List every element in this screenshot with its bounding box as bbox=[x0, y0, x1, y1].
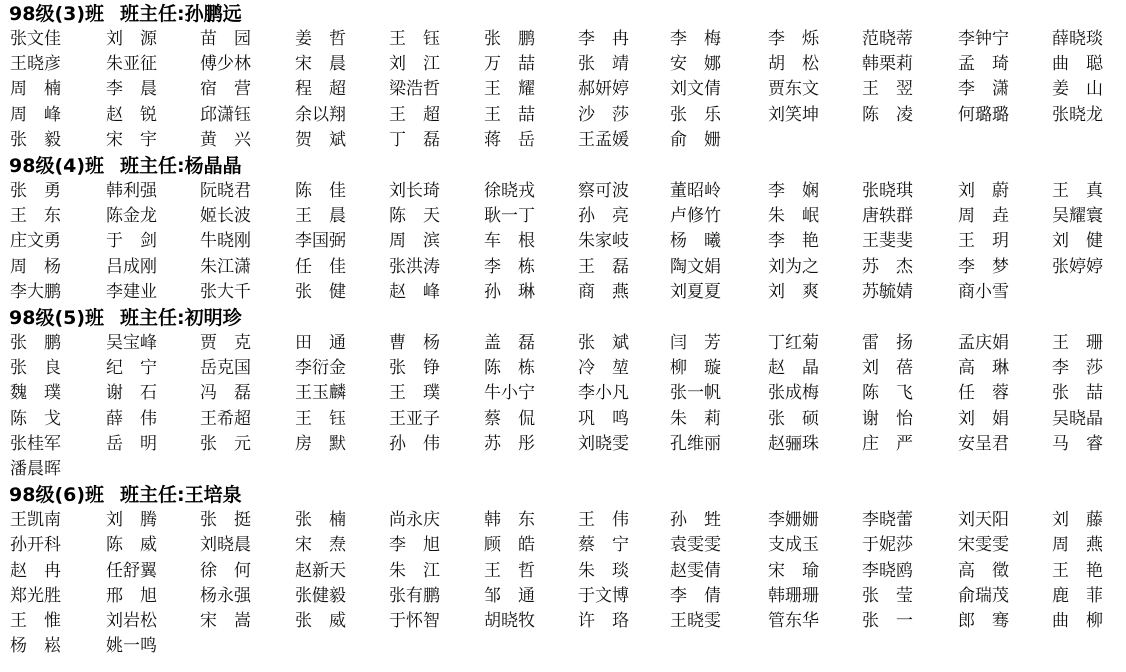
student-name: 邹 通 bbox=[484, 585, 535, 606]
student-name: 王斐斐 bbox=[862, 231, 913, 252]
student-name: 李国弼 bbox=[295, 231, 346, 252]
student-name: 张晓龙 bbox=[1052, 104, 1103, 125]
student-name: 杨永强 bbox=[200, 585, 251, 606]
student-row bbox=[0, 559, 1126, 584]
class-label: 98级(5)班 bbox=[9, 307, 105, 329]
student-name: 王 东 bbox=[10, 206, 61, 227]
student-name: 李晓蕾 bbox=[862, 510, 913, 531]
student-row bbox=[0, 52, 1126, 77]
student-name: 苏毓婧 bbox=[862, 281, 913, 302]
student-name: 李晓鸥 bbox=[862, 560, 913, 581]
student-name: 柳 璇 bbox=[670, 358, 721, 379]
student-name: 车 根 bbox=[484, 231, 535, 252]
student-name: 张 鹏 bbox=[484, 29, 535, 49]
student-name: 刘岩松 bbox=[106, 611, 157, 631]
student-row bbox=[0, 229, 1126, 254]
student-name: 冷 堃 bbox=[578, 358, 629, 379]
student-name: 刘 藤 bbox=[1052, 510, 1103, 531]
student-name: 张晓琪 bbox=[862, 181, 913, 201]
student-name: 潘晨晖 bbox=[10, 459, 61, 479]
student-name: 周 楠 bbox=[10, 79, 61, 100]
student-name: 郑光胜 bbox=[10, 585, 61, 606]
student-name: 刘 腾 bbox=[106, 510, 157, 531]
student-name: 李 晨 bbox=[106, 79, 157, 100]
student-name: 刘长琦 bbox=[389, 181, 440, 201]
student-name: 刘 爽 bbox=[768, 281, 819, 302]
student-name: 宋雯雯 bbox=[958, 535, 1009, 556]
student-name: 王 伟 bbox=[578, 510, 629, 531]
student-name: 谢 石 bbox=[106, 383, 157, 404]
student-name: 王玉麟 bbox=[295, 383, 346, 404]
student-name: 张 健 bbox=[295, 281, 346, 302]
student-name: 贺 斌 bbox=[295, 129, 346, 150]
student-name: 孟 琦 bbox=[958, 54, 1009, 75]
student-name: 陈 飞 bbox=[862, 383, 913, 404]
student-name: 庄 严 bbox=[862, 433, 913, 454]
student-row bbox=[0, 457, 1126, 482]
student-name: 陈 凌 bbox=[862, 104, 913, 125]
student-name: 张一帆 bbox=[670, 383, 721, 404]
student-name: 孟庆娟 bbox=[958, 333, 1009, 353]
student-name: 蒋 岳 bbox=[484, 129, 535, 150]
student-name: 李 艳 bbox=[768, 231, 819, 252]
student-name: 于妮莎 bbox=[862, 535, 913, 556]
student-name: 高 琳 bbox=[958, 358, 1009, 379]
student-name: 蔡 宁 bbox=[578, 535, 629, 556]
student-name: 邢 旭 bbox=[106, 585, 157, 606]
student-name: 姬长波 bbox=[200, 206, 251, 227]
student-name: 耿一丁 bbox=[484, 206, 535, 227]
student-name: 王 磊 bbox=[578, 256, 629, 277]
student-name: 陈 佳 bbox=[295, 181, 346, 201]
student-row bbox=[0, 432, 1126, 457]
student-name: 王孟媛 bbox=[578, 129, 629, 150]
student-name: 曹 杨 bbox=[389, 333, 440, 353]
student-name: 察可波 bbox=[578, 181, 629, 201]
student-name: 贾 克 bbox=[200, 333, 251, 353]
student-name: 高 徵 bbox=[958, 560, 1009, 581]
class-heading bbox=[9, 482, 242, 508]
class-heading bbox=[9, 1, 242, 27]
student-name: 王 翌 bbox=[862, 79, 913, 100]
student-name: 王 艳 bbox=[1052, 560, 1103, 581]
student-name: 余以翔 bbox=[295, 104, 346, 125]
student-name: 徐晓戎 bbox=[484, 181, 535, 201]
student-name: 曲 柳 bbox=[1052, 611, 1103, 631]
student-name: 张有鹏 bbox=[389, 585, 440, 606]
student-name: 周 杨 bbox=[10, 256, 61, 277]
head-teacher-label: 班主任:初明珍 bbox=[120, 307, 242, 329]
student-row bbox=[0, 609, 1126, 634]
student-name: 李 旭 bbox=[389, 535, 440, 556]
student-name: 吕成刚 bbox=[106, 256, 157, 277]
class-heading bbox=[9, 305, 242, 331]
student-name: 孙 琳 bbox=[484, 281, 535, 302]
student-name: 刘夏夏 bbox=[670, 281, 721, 302]
student-name: 李小凡 bbox=[578, 383, 629, 404]
student-row bbox=[0, 27, 1126, 52]
student-name: 盖 磊 bbox=[484, 333, 535, 353]
student-row bbox=[0, 77, 1126, 102]
student-name: 郎 骞 bbox=[958, 611, 1009, 631]
student-name: 刘笑坤 bbox=[768, 104, 819, 125]
student-name: 韩利强 bbox=[106, 181, 157, 201]
head-teacher-label: 班主任:王培泉 bbox=[120, 484, 242, 507]
student-name: 胡晓牧 bbox=[484, 611, 535, 631]
student-name: 董昭岭 bbox=[670, 181, 721, 201]
student-name: 岳克国 bbox=[200, 358, 251, 379]
student-name: 孙 伟 bbox=[389, 433, 440, 454]
student-name: 张文佳 bbox=[10, 29, 61, 49]
student-name: 邱潇钰 bbox=[200, 104, 251, 125]
student-name: 胡 松 bbox=[768, 54, 819, 75]
student-name: 阮晓君 bbox=[200, 181, 251, 201]
student-name: 李 烁 bbox=[768, 29, 819, 49]
student-name: 赵 冉 bbox=[10, 560, 61, 581]
student-name: 宋 晨 bbox=[295, 54, 346, 75]
student-name: 傅少林 bbox=[200, 54, 251, 75]
student-name: 朱江潇 bbox=[200, 256, 251, 277]
student-name: 周 垚 bbox=[958, 206, 1009, 227]
student-name: 姚一鸣 bbox=[106, 636, 157, 657]
student-name: 韩珊珊 bbox=[768, 585, 819, 606]
student-name: 韩 东 bbox=[484, 510, 535, 531]
student-name: 刘 娟 bbox=[958, 408, 1009, 429]
student-name: 陶文娟 bbox=[670, 256, 721, 277]
student-name: 闫 芳 bbox=[670, 333, 721, 353]
student-name: 马 睿 bbox=[1052, 433, 1103, 454]
student-name: 吴耀寰 bbox=[1052, 206, 1103, 227]
student-name: 王晓彦 bbox=[10, 54, 61, 75]
student-name: 张 铮 bbox=[389, 358, 440, 379]
student-name: 张 楠 bbox=[295, 510, 346, 531]
student-name: 郝妍婷 bbox=[578, 79, 629, 100]
student-name: 张婷婷 bbox=[1052, 256, 1103, 277]
student-name: 何璐璐 bbox=[958, 104, 1009, 125]
student-name: 宋 宇 bbox=[106, 129, 157, 150]
student-name: 张 良 bbox=[10, 358, 61, 379]
student-name: 张 挺 bbox=[200, 510, 251, 531]
student-name: 王 哲 bbox=[484, 560, 535, 581]
student-name: 牛晓刚 bbox=[200, 231, 251, 252]
student-name: 周 燕 bbox=[1052, 535, 1103, 556]
student-row bbox=[0, 204, 1126, 229]
student-name: 刘 健 bbox=[1052, 231, 1103, 252]
student-name: 任舒翼 bbox=[106, 560, 157, 581]
student-name: 赵雯倩 bbox=[670, 560, 721, 581]
student-row bbox=[0, 508, 1126, 533]
student-name: 吴晓晶 bbox=[1052, 408, 1103, 429]
student-name: 徐 何 bbox=[200, 560, 251, 581]
student-name: 朱家岐 bbox=[578, 231, 629, 252]
student-name: 陈 戈 bbox=[10, 408, 61, 429]
head-teacher-label: 班主任:杨晶晶 bbox=[120, 155, 242, 177]
student-name: 姜 山 bbox=[1052, 79, 1103, 100]
student-name: 任 蓉 bbox=[958, 383, 1009, 404]
student-name: 雷 扬 bbox=[862, 333, 913, 353]
student-name: 安 娜 bbox=[670, 54, 721, 75]
student-name: 李 潇 bbox=[958, 79, 1009, 100]
student-name: 苏 杰 bbox=[862, 256, 913, 277]
class-label: 98级(6)班 bbox=[9, 484, 105, 507]
student-name: 宋 焘 bbox=[295, 535, 346, 556]
student-name: 于文博 bbox=[578, 585, 629, 606]
student-name: 支成玉 bbox=[768, 535, 819, 556]
student-name: 李建业 bbox=[106, 281, 157, 302]
student-name: 张洪涛 bbox=[389, 256, 440, 277]
student-row bbox=[0, 381, 1126, 406]
student-name: 刘 蔚 bbox=[958, 181, 1009, 201]
student-name: 张 勇 bbox=[10, 181, 61, 201]
student-name: 宋 嵩 bbox=[200, 611, 251, 631]
student-name: 牛小宁 bbox=[484, 383, 535, 404]
student-name: 杨 曦 bbox=[670, 231, 721, 252]
student-name: 赵骊珠 bbox=[768, 433, 819, 454]
student-name: 于怀智 bbox=[389, 611, 440, 631]
student-name: 张 靖 bbox=[578, 54, 629, 75]
student-name: 程 超 bbox=[295, 79, 346, 100]
student-name: 孙 甡 bbox=[670, 510, 721, 531]
student-name: 顾 皓 bbox=[484, 535, 535, 556]
student-name: 宿 营 bbox=[200, 79, 251, 100]
student-name: 刘天阳 bbox=[958, 510, 1009, 531]
student-name: 尚永庆 bbox=[389, 510, 440, 531]
student-name: 朱 江 bbox=[389, 560, 440, 581]
student-name: 王希超 bbox=[200, 408, 251, 429]
student-name: 商小雪 bbox=[958, 281, 1009, 302]
student-name: 薛 伟 bbox=[106, 408, 157, 429]
student-name: 刘 江 bbox=[389, 54, 440, 75]
student-name: 范晓蒂 bbox=[862, 29, 913, 49]
student-name: 李衍金 bbox=[295, 358, 346, 379]
student-name: 张 斌 bbox=[578, 333, 629, 353]
student-name: 卢修竹 bbox=[670, 206, 721, 227]
student-name: 张大千 bbox=[200, 281, 251, 302]
head-teacher-label: 班主任:孙鹏远 bbox=[120, 3, 242, 25]
student-name: 张 乐 bbox=[670, 104, 721, 125]
student-row bbox=[0, 331, 1126, 356]
student-name: 孔维丽 bbox=[670, 433, 721, 454]
student-name: 苏 彤 bbox=[484, 433, 535, 454]
student-name: 谢 怡 bbox=[862, 408, 913, 429]
student-row bbox=[0, 584, 1126, 609]
student-row bbox=[0, 407, 1126, 432]
student-name: 苗 园 bbox=[200, 29, 251, 49]
student-name: 刘晓晨 bbox=[200, 535, 251, 556]
student-row bbox=[0, 634, 1126, 659]
student-name: 李 冉 bbox=[578, 29, 629, 49]
student-name: 刘文倩 bbox=[670, 79, 721, 100]
student-name: 吴宝峰 bbox=[106, 333, 157, 353]
student-name: 李 梅 bbox=[670, 29, 721, 49]
student-name: 宋 瑜 bbox=[768, 560, 819, 581]
student-name: 袁雯雯 bbox=[670, 535, 721, 556]
student-name: 俞瑞茂 bbox=[958, 585, 1009, 606]
student-row bbox=[0, 533, 1126, 558]
student-name: 陈 栋 bbox=[484, 358, 535, 379]
student-name: 朱 岷 bbox=[768, 206, 819, 227]
student-name: 韩栗莉 bbox=[862, 54, 913, 75]
student-name: 李姗姗 bbox=[768, 510, 819, 531]
student-name: 王 超 bbox=[389, 104, 440, 125]
student-name: 曲 聪 bbox=[1052, 54, 1103, 75]
student-name: 于 剑 bbox=[106, 231, 157, 252]
student-name: 王凯南 bbox=[10, 510, 61, 531]
student-row bbox=[0, 356, 1126, 381]
student-name: 巩 鸣 bbox=[578, 408, 629, 429]
student-name: 陈 威 bbox=[106, 535, 157, 556]
student-row bbox=[0, 179, 1126, 204]
student-row bbox=[0, 255, 1126, 280]
student-name: 沙 莎 bbox=[578, 104, 629, 125]
student-name: 朱 琰 bbox=[578, 560, 629, 581]
student-name: 张 莹 bbox=[862, 585, 913, 606]
student-name: 李 娴 bbox=[768, 181, 819, 201]
student-name: 庄文勇 bbox=[10, 231, 61, 252]
student-name: 王 珊 bbox=[1052, 333, 1103, 353]
student-name: 任 佳 bbox=[295, 256, 346, 277]
student-name: 张健毅 bbox=[295, 585, 346, 606]
student-name: 蔡 侃 bbox=[484, 408, 535, 429]
student-name: 黄 兴 bbox=[200, 129, 251, 150]
student-name: 张 喆 bbox=[1052, 383, 1103, 404]
student-name: 刘 蓓 bbox=[862, 358, 913, 379]
student-name: 王晓雯 bbox=[670, 611, 721, 631]
student-name: 贾东文 bbox=[768, 79, 819, 100]
student-name: 刘 源 bbox=[106, 29, 157, 49]
student-name: 张成梅 bbox=[768, 383, 819, 404]
class-label: 98级(3)班 bbox=[9, 3, 105, 25]
student-name: 王 钰 bbox=[295, 408, 346, 429]
student-name: 王 晨 bbox=[295, 206, 346, 227]
student-name: 赵 峰 bbox=[389, 281, 440, 302]
student-name: 岳 明 bbox=[106, 433, 157, 454]
student-name: 李 栋 bbox=[484, 256, 535, 277]
student-name: 赵 锐 bbox=[106, 104, 157, 125]
student-name: 俞 姗 bbox=[670, 129, 721, 150]
student-name: 王 玥 bbox=[958, 231, 1009, 252]
student-row bbox=[0, 128, 1126, 153]
student-name: 纪 宁 bbox=[106, 358, 157, 379]
student-name: 赵新天 bbox=[295, 560, 346, 581]
student-name: 王 耀 bbox=[484, 79, 535, 100]
student-name: 房 默 bbox=[295, 433, 346, 454]
student-name: 张桂军 bbox=[10, 433, 61, 454]
student-name: 朱 莉 bbox=[670, 408, 721, 429]
student-row bbox=[0, 103, 1126, 128]
student-name: 李 莎 bbox=[1052, 358, 1103, 379]
student-name: 张 鹏 bbox=[10, 333, 61, 353]
student-name: 商 燕 bbox=[578, 281, 629, 302]
student-name: 赵 晶 bbox=[768, 358, 819, 379]
student-name: 鹿 菲 bbox=[1052, 585, 1103, 606]
student-name: 王 惟 bbox=[10, 611, 61, 631]
student-name: 张 元 bbox=[200, 433, 251, 454]
student-name: 王 真 bbox=[1052, 181, 1103, 201]
student-name: 刘为之 bbox=[768, 256, 819, 277]
student-name: 孙 亮 bbox=[578, 206, 629, 227]
student-name: 孙开科 bbox=[10, 535, 61, 556]
student-name: 周 滨 bbox=[389, 231, 440, 252]
student-name: 杨 崧 bbox=[10, 636, 61, 657]
student-name: 王 喆 bbox=[484, 104, 535, 125]
student-name: 王 璞 bbox=[389, 383, 440, 404]
student-name: 王 钰 bbox=[389, 29, 440, 49]
student-row bbox=[0, 280, 1126, 305]
class-label: 98级(4)班 bbox=[9, 155, 105, 177]
student-name: 薛晓琰 bbox=[1052, 29, 1103, 49]
student-name: 李大鹏 bbox=[10, 281, 61, 302]
student-name: 管东华 bbox=[768, 611, 819, 631]
student-name: 陈金龙 bbox=[106, 206, 157, 227]
student-name: 梁浩哲 bbox=[389, 79, 440, 100]
student-name: 冯 磊 bbox=[200, 383, 251, 404]
student-name: 张 一 bbox=[862, 611, 913, 631]
student-name: 姜 哲 bbox=[295, 29, 346, 49]
student-name: 万 喆 bbox=[484, 54, 535, 75]
student-name: 张 硕 bbox=[768, 408, 819, 429]
student-name: 李 倩 bbox=[670, 585, 721, 606]
student-name: 李 梦 bbox=[958, 256, 1009, 277]
student-name: 唐轶群 bbox=[862, 206, 913, 227]
class-heading bbox=[9, 153, 242, 179]
student-name: 田 通 bbox=[295, 333, 346, 353]
student-name: 李钟宁 bbox=[958, 29, 1009, 49]
student-name: 许 珞 bbox=[578, 611, 629, 631]
student-name: 张 毅 bbox=[10, 129, 61, 150]
student-name: 魏 璞 bbox=[10, 383, 61, 404]
student-name: 朱亚征 bbox=[106, 54, 157, 75]
student-name: 陈 天 bbox=[389, 206, 440, 227]
student-name: 安呈君 bbox=[958, 433, 1009, 454]
student-name: 张 威 bbox=[295, 611, 346, 631]
student-name: 刘晓雯 bbox=[578, 433, 629, 454]
student-name: 丁红菊 bbox=[768, 333, 819, 353]
student-name: 王亚子 bbox=[389, 408, 440, 429]
student-name: 周 峰 bbox=[10, 104, 61, 125]
student-name: 丁 磊 bbox=[389, 129, 440, 150]
